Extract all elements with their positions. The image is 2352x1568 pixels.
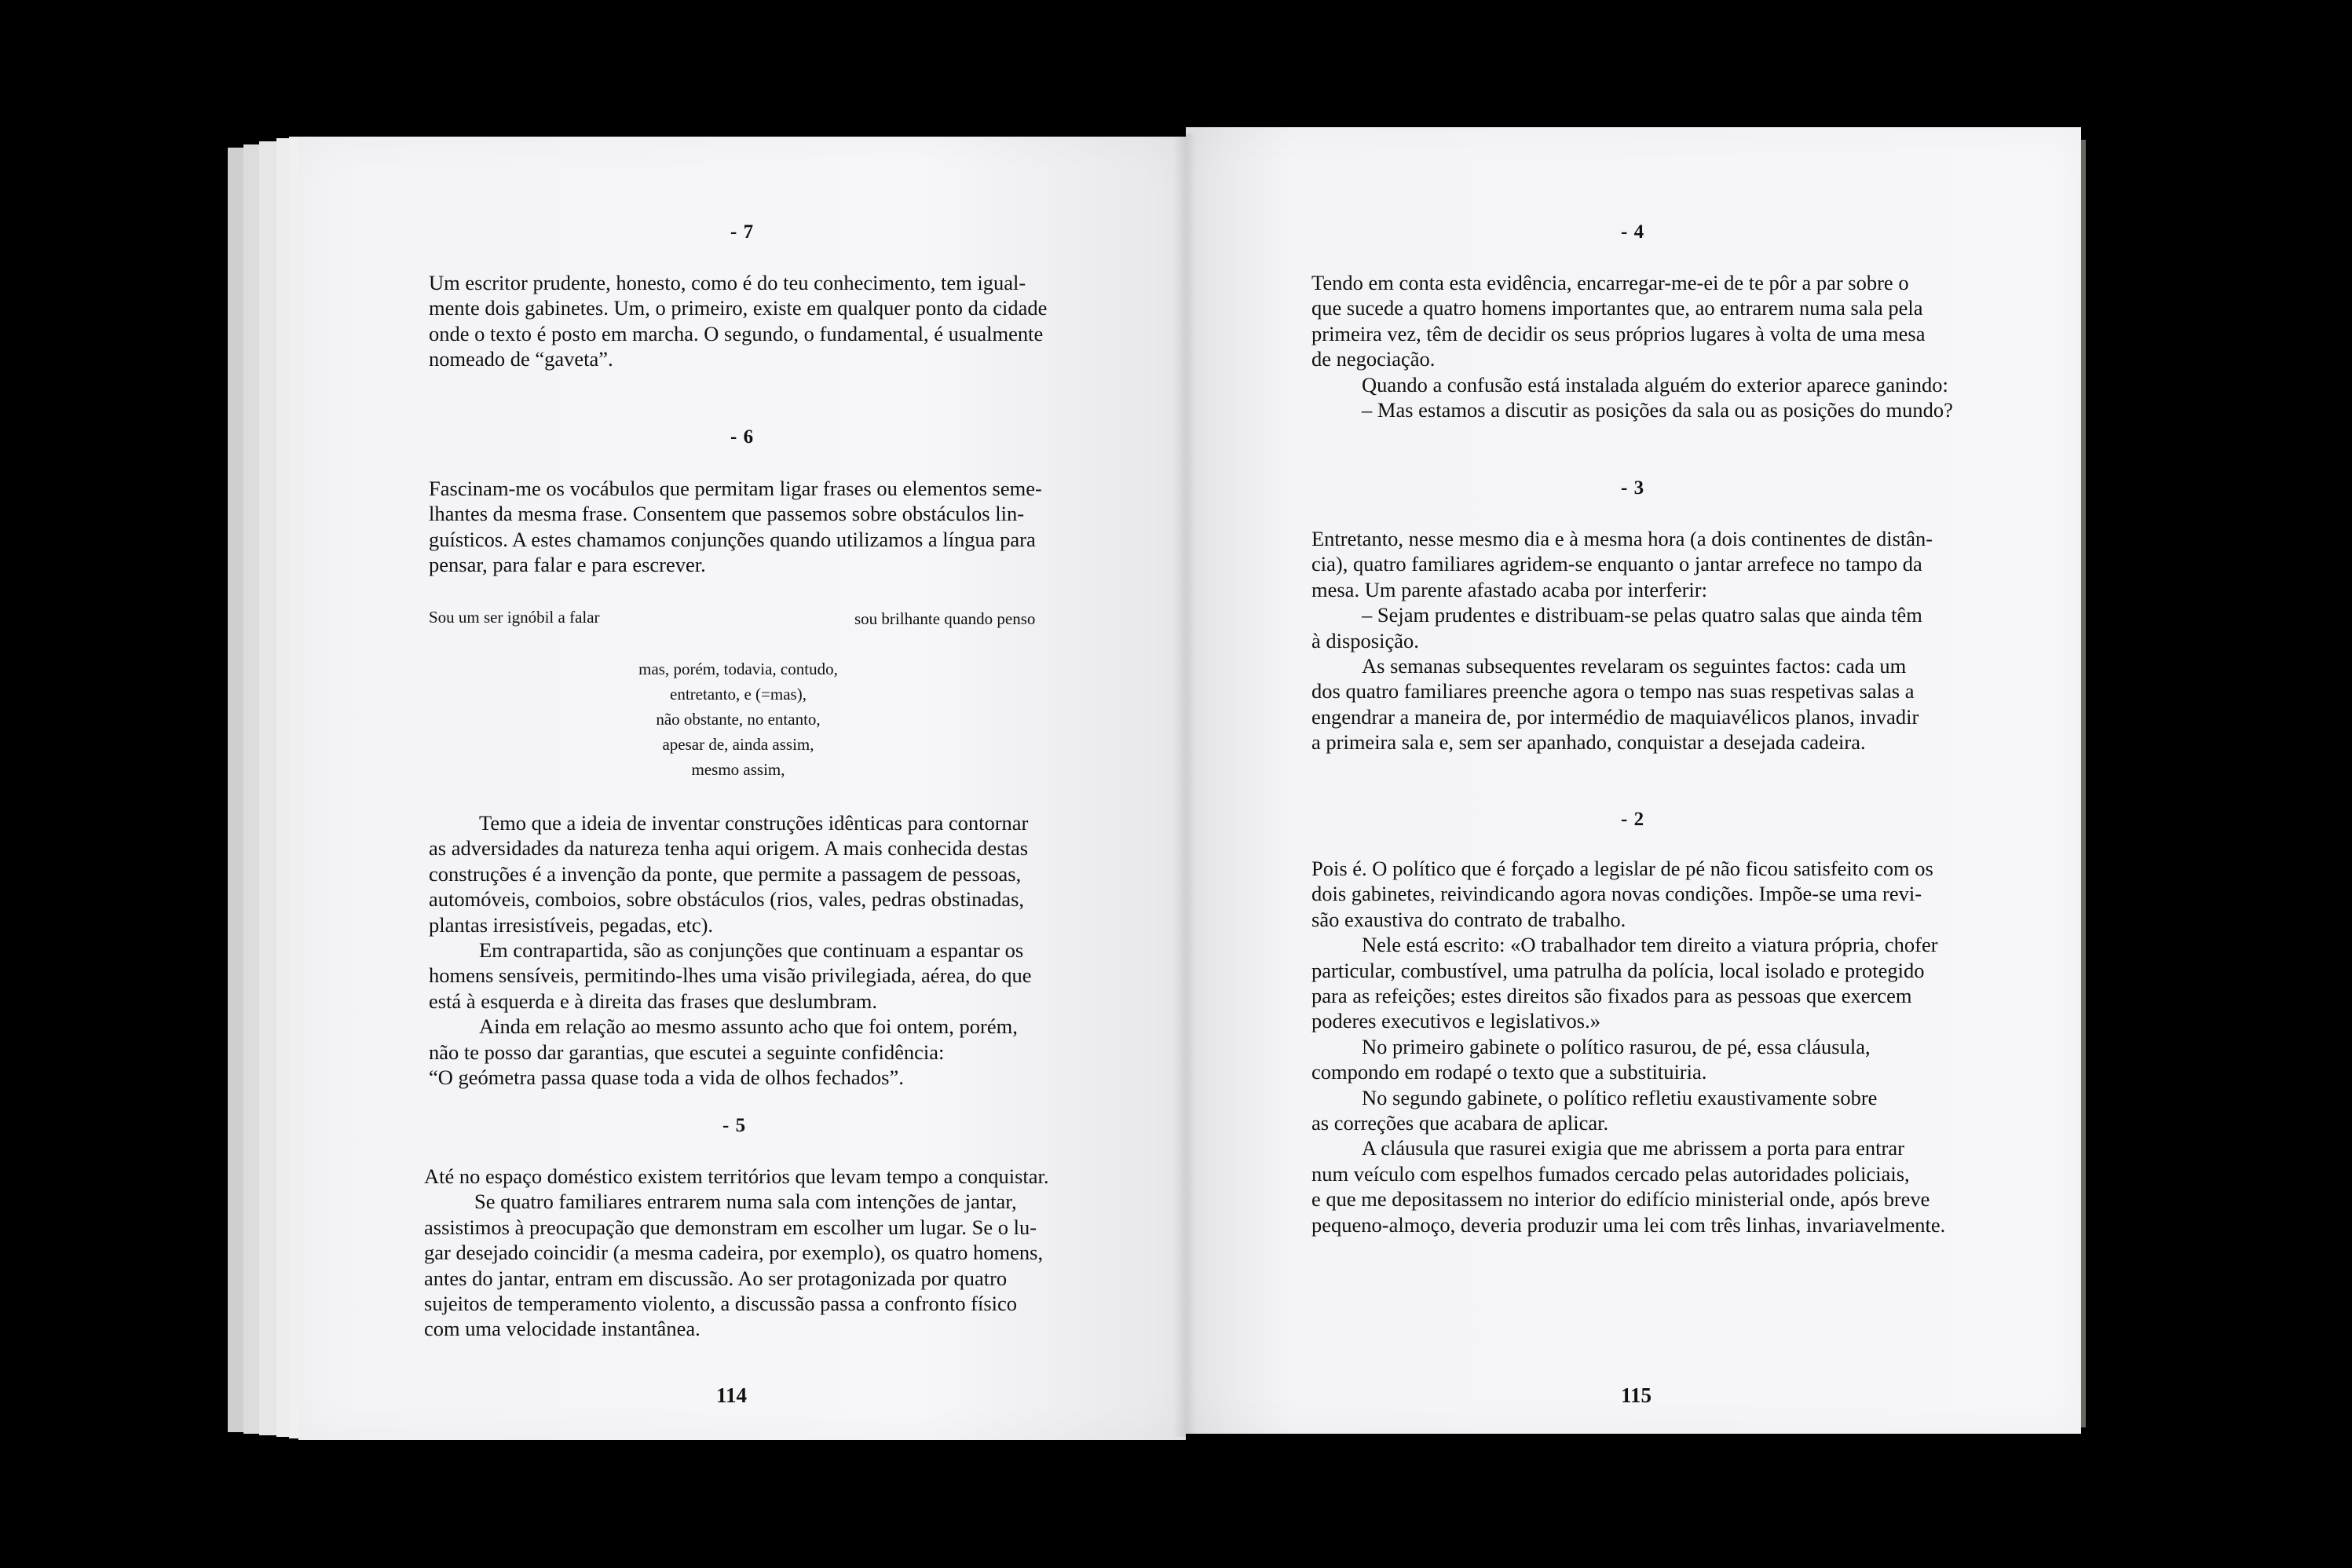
paragraph: [1311, 526, 1933, 755]
text-line: mente dois gabinetes. Um, o primeiro, existe em qualquer ponto da cidade: [429, 296, 1048, 320]
text-line: pequeno-almoço, deveria produzir uma lei com três linhas, invariavelmente.: [1311, 1212, 1946, 1237]
text-line: lhantes da mesma frase. Consentem que passemos sobre obstáculos lin-: [429, 502, 1025, 526]
text-line: primeira vez, têm de decidir os seus próprios lugares à volta de uma mesa: [1311, 321, 1926, 345]
page-number: 114: [716, 1383, 748, 1407]
text-line: Se quatro familiares entrarem numa sala com intenções de jantar,: [474, 1190, 1017, 1214]
text-line: particular, combustível, uma patrulha da polícia, local isolado e protegido: [1311, 958, 1925, 982]
text-line: poderes executivos e legislativos.»: [1311, 1009, 1600, 1033]
conjunction-item: entretanto, e (=mas),: [670, 685, 807, 704]
text-line: antes do jantar, entram em discussão. Ao ser protagonizada por quatro: [424, 1266, 1008, 1290]
text-line: Fascinam-me os vocábulos que permitam ligar frases ou elementos seme-: [429, 477, 1042, 500]
text-line: Um escritor prudente, honesto, como é do teu conhecimento, tem igual-: [429, 271, 1026, 294]
text-line: Entretanto, nesse mesmo dia e à mesma hora (a dois continentes de distân-: [1311, 527, 1933, 550]
text-line: construções é a invenção da ponte, que permite a passagem de pessoas,: [429, 861, 1022, 886]
text-line: Pois é. O político que é forçado a legislar de pé não ficou satisfeito com os: [1311, 857, 1933, 880]
section-heading: - 2: [1621, 809, 1645, 830]
text-line: as correções que acabara de aplicar.: [1311, 1111, 1609, 1135]
text-line: homens sensíveis, permitindo-lhes uma visão privilegiada, aérea, do que: [429, 963, 1032, 988]
text-line: não te posso dar garantias, que escutei a seguinte confidência:: [429, 1040, 945, 1064]
conjunction-item: mas, porém, todavia, contudo,: [638, 660, 838, 678]
section-heading: - 4: [1621, 221, 1645, 243]
text-line: cia), quatro familiares agridem-se enquanto o jantar arrefece no tampo da: [1311, 552, 1922, 576]
text-line: guísticos. A estes chamamos conjunções quando utilizamos a língua para: [429, 527, 1036, 551]
text-line: dos quatro familiares preenche agora o tempo nas suas respetivas salas a: [1311, 679, 1915, 704]
text-line: dois gabinetes, reivindicando agora novas condições. Impõe-se uma revi-: [1311, 882, 1922, 906]
section-heading: - 6: [730, 426, 755, 448]
text-line: são exaustiva do contrato de trabalho.: [1311, 907, 1626, 931]
section-heading: - 5: [722, 1115, 747, 1136]
text-line: sujeitos de temperamento violento, a discussão passa a confronto físico: [424, 1292, 1018, 1316]
text-line: a primeira sala e, sem ser apanhado, conquistar a desejada cadeira.: [1311, 730, 1866, 755]
text-line: de negociação.: [1311, 347, 1436, 371]
text-line: com uma velocidade instantânea.: [424, 1317, 700, 1341]
text-line: as adversidades da natureza tenha aqui origem. A mais conhecida destas: [429, 836, 1029, 861]
page-number: 115: [1621, 1383, 1652, 1407]
text-line: As semanas subsequentes revelaram os seguintes factos: cada um: [1362, 654, 1907, 678]
text-line: “O geómetra passa quase toda a vida de olhos fechados”.: [429, 1065, 904, 1090]
text-line: para as refeições; estes direitos são fixados para as pessoas que exercem: [1311, 984, 1912, 1008]
text-line: – Sejam prudentes e distribuam-se pelas quatro salas que ainda têm: [1362, 603, 1922, 627]
text-line: automóveis, comboios, sobre obstáculos (rios, vales, pedras obstinadas,: [429, 887, 1025, 912]
conjunction-item: mesmo assim,: [691, 760, 785, 779]
text-line: onde o texto é posto em marcha. O segundo, o fundamental, é usualmente: [429, 321, 1044, 345]
text-line: A cláusula que rasurei exigia que me abrissem a porta para entrar: [1362, 1136, 1904, 1160]
text-line: Até no espaço doméstico existem territórios que levam tempo a conquistar.: [424, 1164, 1049, 1188]
paragraph: [429, 270, 1047, 372]
text-line: que sucede a quatro homens importantes que, ao entrarem numa sala pela: [1311, 296, 1923, 320]
text-line: engendrar a maneira de, por intermédio de maquiavélicos planos, invadir: [1311, 704, 1919, 729]
conjunction-item: apesar de, ainda assim,: [662, 735, 814, 754]
text-line: pensar, para falar e para escrever.: [429, 553, 706, 577]
section-heading: - 3: [1621, 477, 1645, 499]
example-right-clause: sou brilhante quando penso: [854, 609, 1036, 628]
text-line: Temo que a ideia de inventar construções idênticas para contornar: [479, 811, 1029, 835]
text-line: à disposição.: [1311, 628, 1419, 652]
text-line: gar desejado coincidir (a mesma cadeira, por exemplo), os quatro homens,: [424, 1241, 1044, 1265]
paragraph: [1311, 270, 1953, 422]
text-line: nomeado de “gaveta”.: [429, 347, 613, 371]
paragraph: [424, 1164, 1049, 1342]
text-line: está à esquerda e à direita das frases que deslumbram.: [429, 989, 877, 1013]
text-line: – Mas estamos a discutir as posições da sala ou as posições do mundo?: [1362, 398, 1953, 422]
text-line: No segundo gabinete, o político refletiu exaustivamente sobre: [1362, 1085, 1878, 1109]
text-line: compondo em rodapé o texto que a substituiria.: [1311, 1060, 1707, 1084]
section-heading: - 7: [730, 221, 755, 243]
text-line: plantas irresistíveis, pegadas, etc).: [429, 912, 714, 937]
text-line: assistimos à preocupação que demonstram em escolher um lugar. Se o lu-: [424, 1215, 1037, 1239]
text-line: Tendo em conta esta evidência, encarregar-me-ei de te pôr a par sobre o: [1311, 271, 1909, 294]
example-left-clause: Sou um ser ignóbil a falar: [429, 608, 600, 627]
paragraph: [429, 810, 1032, 1090]
conjunction-list: [620, 656, 856, 782]
paragraph: [429, 476, 1042, 578]
text-line: Quando a confusão está instalada alguém do exterior aparece ganindo:: [1362, 372, 1948, 397]
text-line: mesa. Um parente afastado acaba por interferir:: [1311, 577, 1707, 601]
text-line: Ainda em relação ao mesmo assunto acho que foi ontem, porém,: [479, 1014, 1018, 1039]
text-line: num veículo com espelhos fumados cercado pelas autoridades policiais,: [1311, 1161, 1910, 1186]
text-line: Nele está escrito: «O trabalhador tem direito a viatura própria, chofer: [1362, 933, 1938, 957]
book-gutter: [1173, 133, 1197, 1437]
conjunction-item: não obstante, no entanto,: [656, 710, 821, 729]
text-line: e que me depositassem no interior do edifício ministerial onde, após breve: [1311, 1187, 1930, 1212]
paragraph: [1311, 856, 1945, 1237]
text-line: No primeiro gabinete o político rasurou, de pé, essa cláusula,: [1362, 1034, 1871, 1058]
text-line: Em contrapartida, são as conjunções que continuam a espantar os: [479, 938, 1024, 963]
